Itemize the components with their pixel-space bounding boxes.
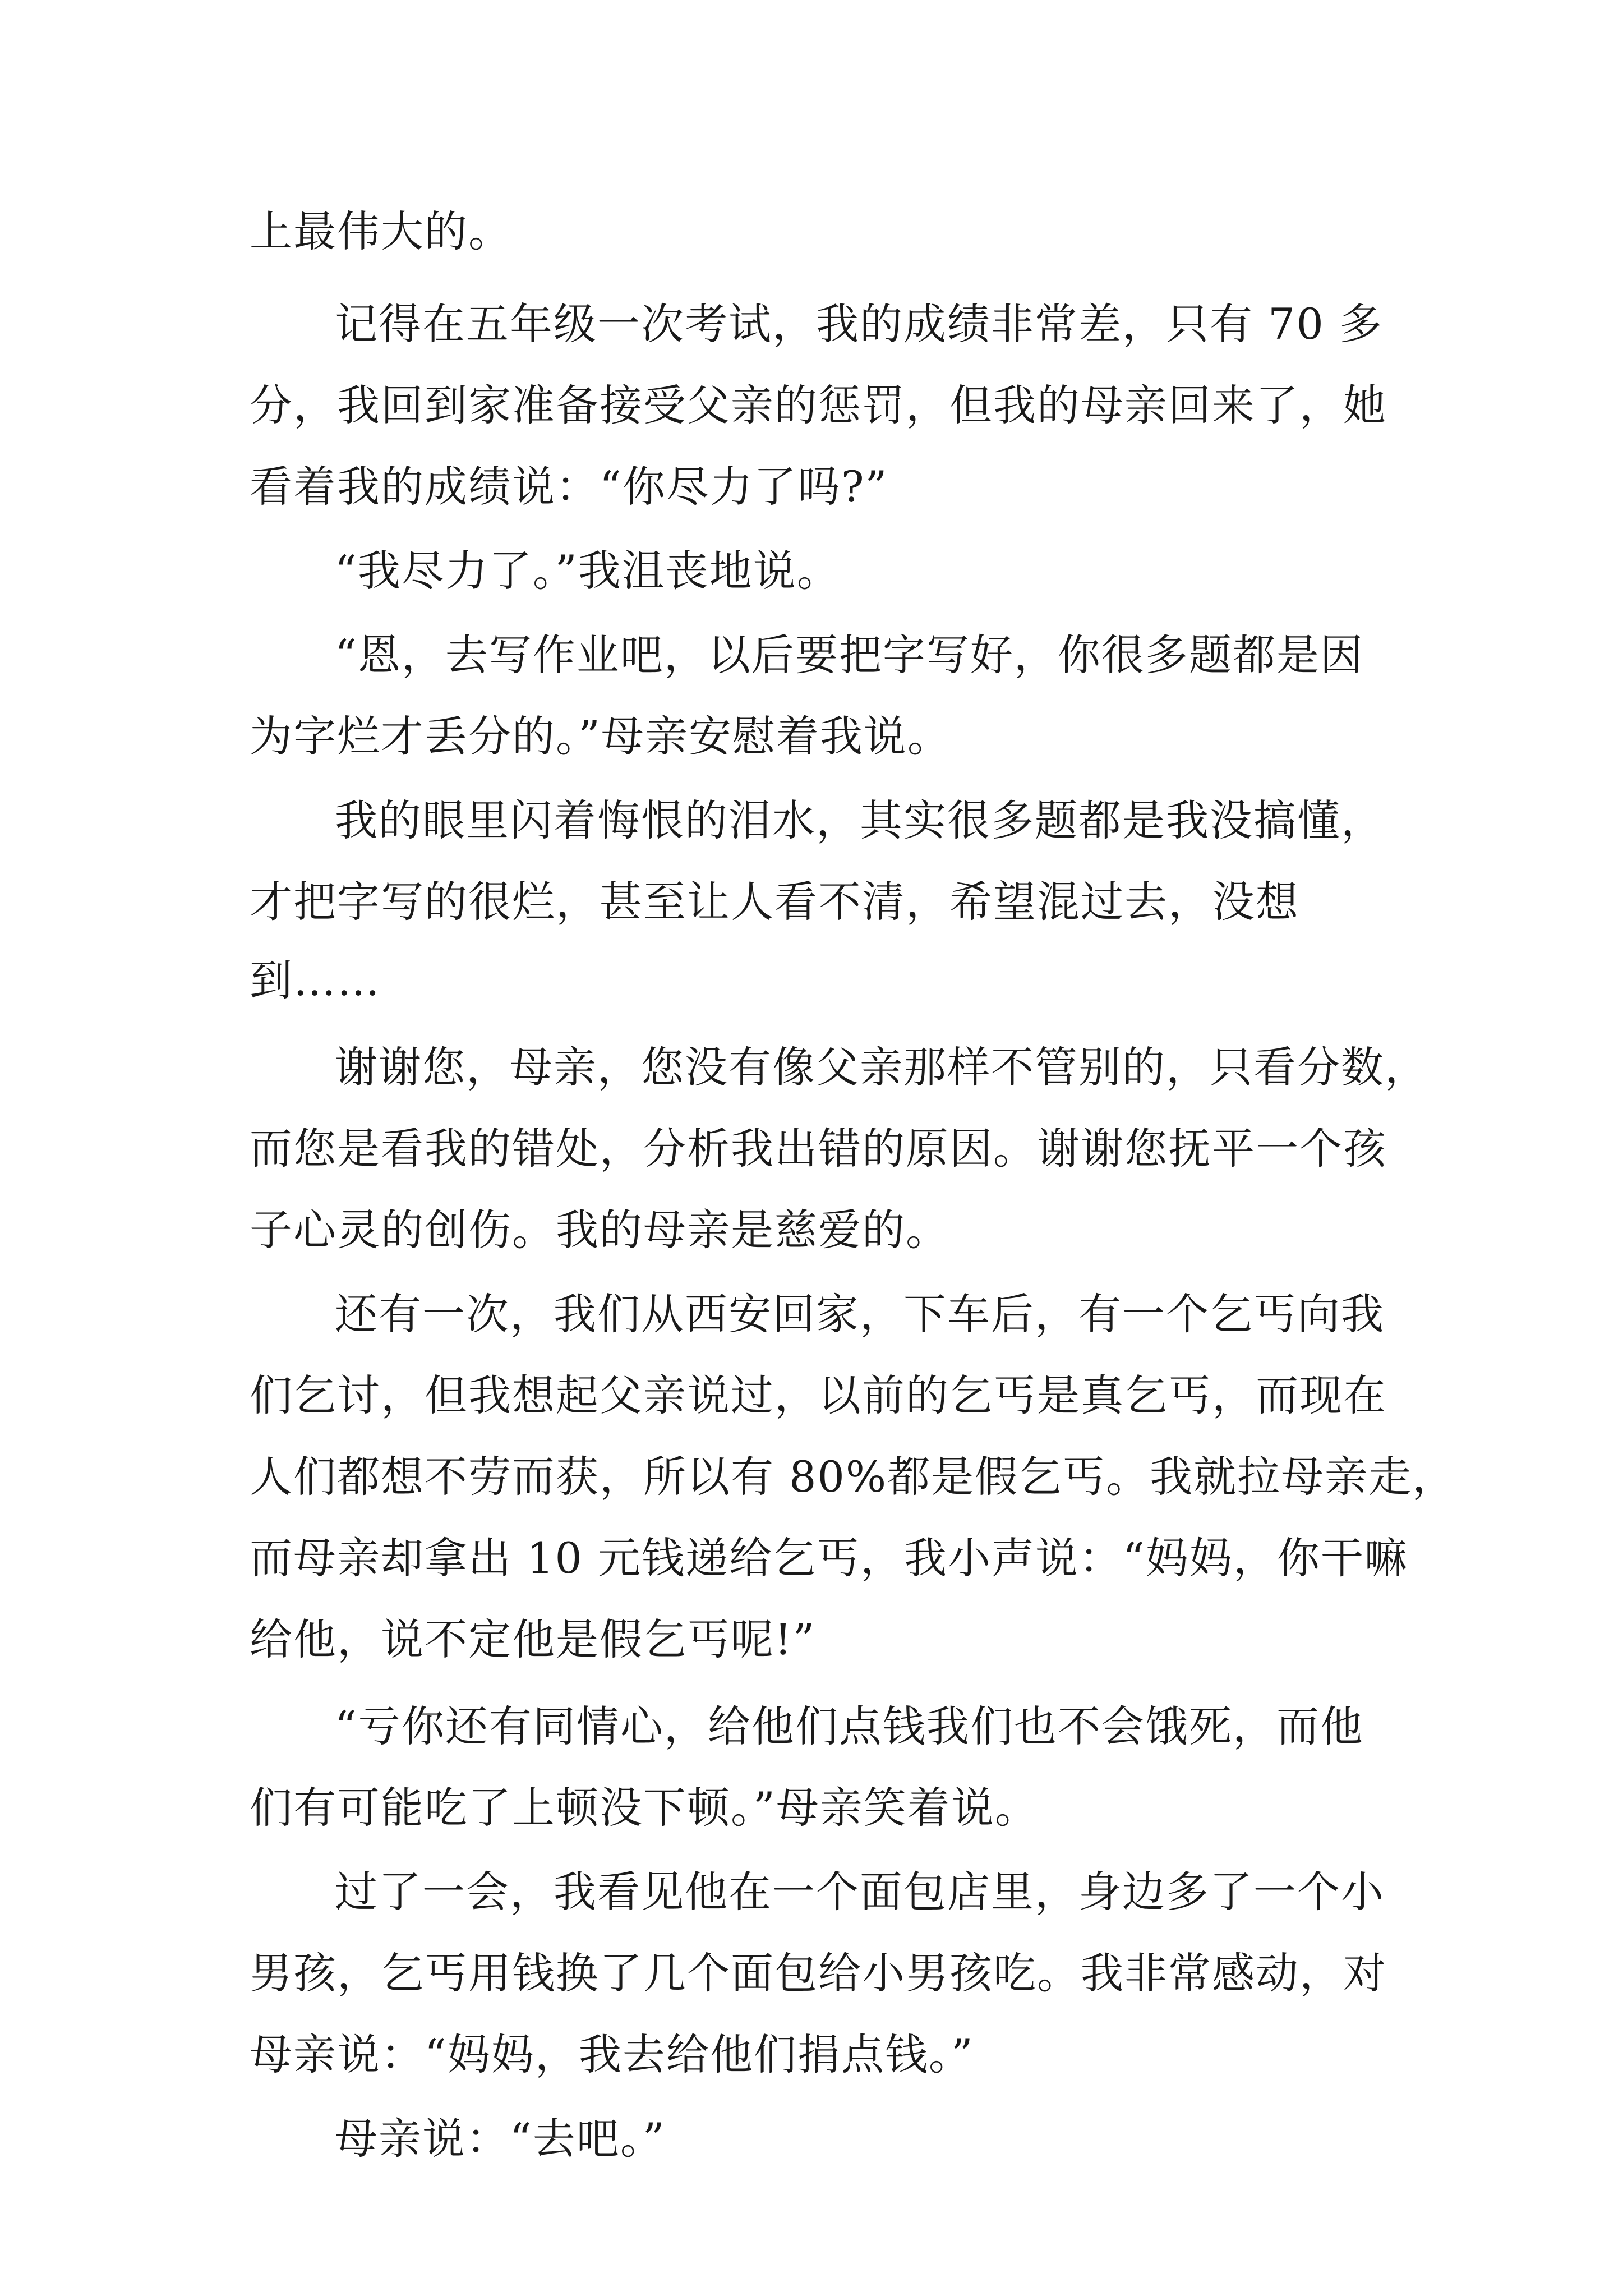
text-line: 人们都想不劳而获，所以有 80%都是假乞丐。我就拉母亲走，: [250, 1452, 1456, 1502]
text-line: 为字烂才丢分的。”母亲安慰着我说。: [250, 711, 951, 761]
text-line: “亏你还有同情心，给他们点钱我们也不会饿死，而他: [335, 1701, 1364, 1751]
text-line: 母亲说：“去吧。”: [335, 2114, 666, 2164]
text-line: 谢谢您，母亲，您没有像父亲那样不管别的，只看分数，: [335, 1042, 1428, 1092]
text-line: 而您是看我的错处，分析我出错的原因。谢谢您抚平一个孩: [250, 1124, 1387, 1174]
text-line: 到……: [250, 955, 381, 1005]
text-line: 还有一次，我们从西安回家，下车后，有一个乞丐向我: [335, 1289, 1385, 1339]
text-line: 上最伟大的。: [250, 206, 512, 256]
text-line: 子心灵的创伤。我的母亲是慈爱的。: [250, 1205, 949, 1255]
text-line: 看着我的成绩说：“你尽力了吗?”: [250, 462, 888, 512]
text-line: 男孩，乞丐用钱换了几个面包给小男孩吃。我非常感动，对: [250, 1948, 1387, 1998]
text-line: 们有可能吃了上顿没下顿。”母亲笑着说。: [250, 1783, 1039, 1833]
text-line: 分，我回到家准备接受父亲的惩罚，但我的母亲回来了，她: [250, 380, 1387, 430]
text-line: 给他，说不定他是假乞丐呢!”: [250, 1614, 816, 1664]
text-line: 而母亲却拿出 10 元钱递给乞丐，我小声说：“妈妈，你干嘛: [250, 1533, 1408, 1583]
text-line: 母亲说：“妈妈，我去给他们捐点钱。”: [250, 2030, 974, 2079]
text-line: “恩，去写作业吧，以后要把字写好，你很多题都是因: [335, 630, 1364, 680]
text-line: 才把字写的很烂，甚至让人看不清，希望混过去，没想: [250, 877, 1299, 927]
text-line: 过了一会，我看见他在一个面包店里，身边多了一个小: [335, 1867, 1385, 1917]
text-line: 我的眼里闪着悔恨的泪水，其实很多题都是我没搞懂，: [335, 795, 1385, 845]
text-line: 记得在五年级一次考试，我的成绩非常差，只有 70 多: [335, 299, 1384, 349]
text-line: “我尽力了。”我沮丧地说。: [335, 546, 841, 596]
text-line: 们乞讨，但我想起父亲说过，以前的乞丐是真乞丐，而现在: [250, 1370, 1387, 1420]
